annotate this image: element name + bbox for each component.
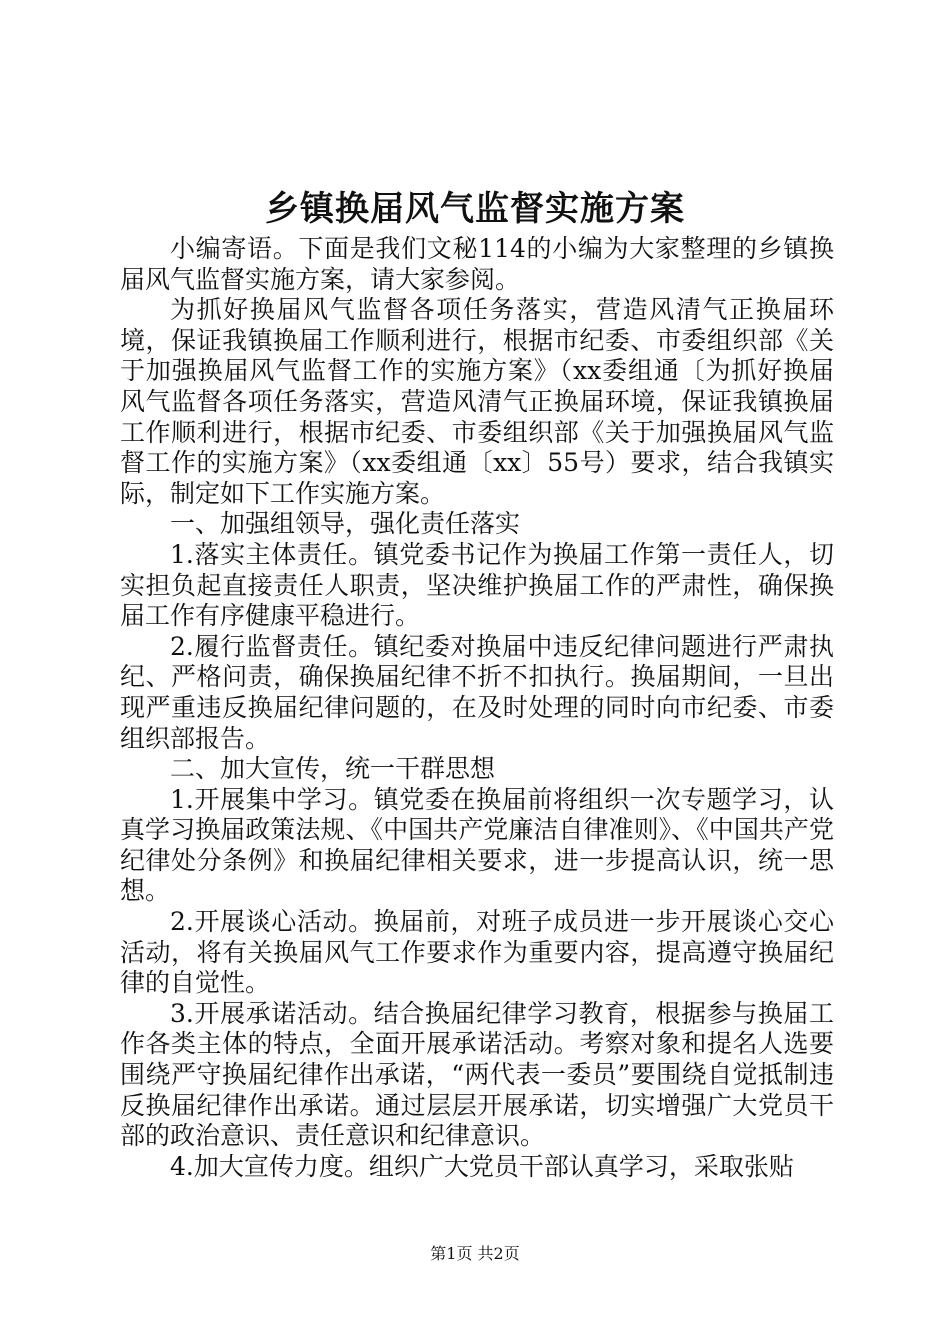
paragraph-item: 3.开展承诺活动。结合换届纪律学习教育，根据参与换届工作各类主体的特点，全面开展承诺活动。考察对象和提名人选要围绕严守换届纪律作出承诺，“两代表一委员”要围绕自觉抵制违反换届纪律作出承诺。通过层层开展承诺，切实增强广大党员干部的政治意识、责任意识和纪律意识。 [120, 998, 834, 1151]
paragraph-item: 4.加大宣传力度。组织广大党员干部认真学习，采取张贴 [170, 1151, 794, 1181]
paragraph-intro: 小编寄语。下面是我们文秘114的小编为大家整理的乡镇换届风气监督实施方案，请大家参阅。 [120, 234, 834, 294]
document-title: 乡镇换届风气监督实施方案 [265, 189, 685, 229]
paragraph-item: 1.落实主体责任。镇党委书记作为换届工作第一责任人，切实担负起直接责任人职责，坚决维护换届工作的严肃性，确保换届工作有序健康平稳进行。 [120, 539, 834, 631]
section-heading-1: 一、加强组领导，强化责任落实 [170, 509, 521, 539]
document-body [120, 234, 834, 1182]
paragraph-item: 2.履行监督责任。镇纪委对换届中违反纪律问题进行严肃执纪、严格问责，确保换届纪律不折不扣执行。换届期间，一旦出现严重违反换届纪律问题的，在及时处理的同时向市纪委、市委组织部报告。 [120, 631, 834, 753]
paragraph-item: 1.开展集中学习。镇党委在换届前将组织一次专题学习，认真学习换届政策法规、《中国共产党廉洁自律准则》、《中国共产党纪律处分条例》和换届纪律相关要求，进一步提高认识，统一思想。 [120, 784, 834, 906]
paragraph-purpose: 为抓好换届风气监督各项任务落实，营造风清气正换届环境，保证我镇换届工作顺利进行，根据市纪委、市委组织部《关于加强换届风气监督工作的实施方案》（xx委组通〔为抓好换届风气监督各项任务落实，营造风清气正换届环境，保证我镇换届工作顺利进行，根据市纪委、市委组织部《关于加强换届风气监督工作的实施方案》（xx委组通〔xx〕55号）要求，结合我镇实际，制定如下工作实施方案。 [120, 295, 834, 508]
page-footer: 第1页 共2页 [430, 1244, 520, 1263]
section-heading-2: 二、加大宣传，统一干群思想 [170, 754, 496, 784]
paragraph-item: 2.开展谈心活动。换届前，对班子成员进一步开展谈心交心活动，将有关换届风气工作要求作为重要内容，提高遵守换届纪律的自觉性。 [120, 907, 834, 998]
